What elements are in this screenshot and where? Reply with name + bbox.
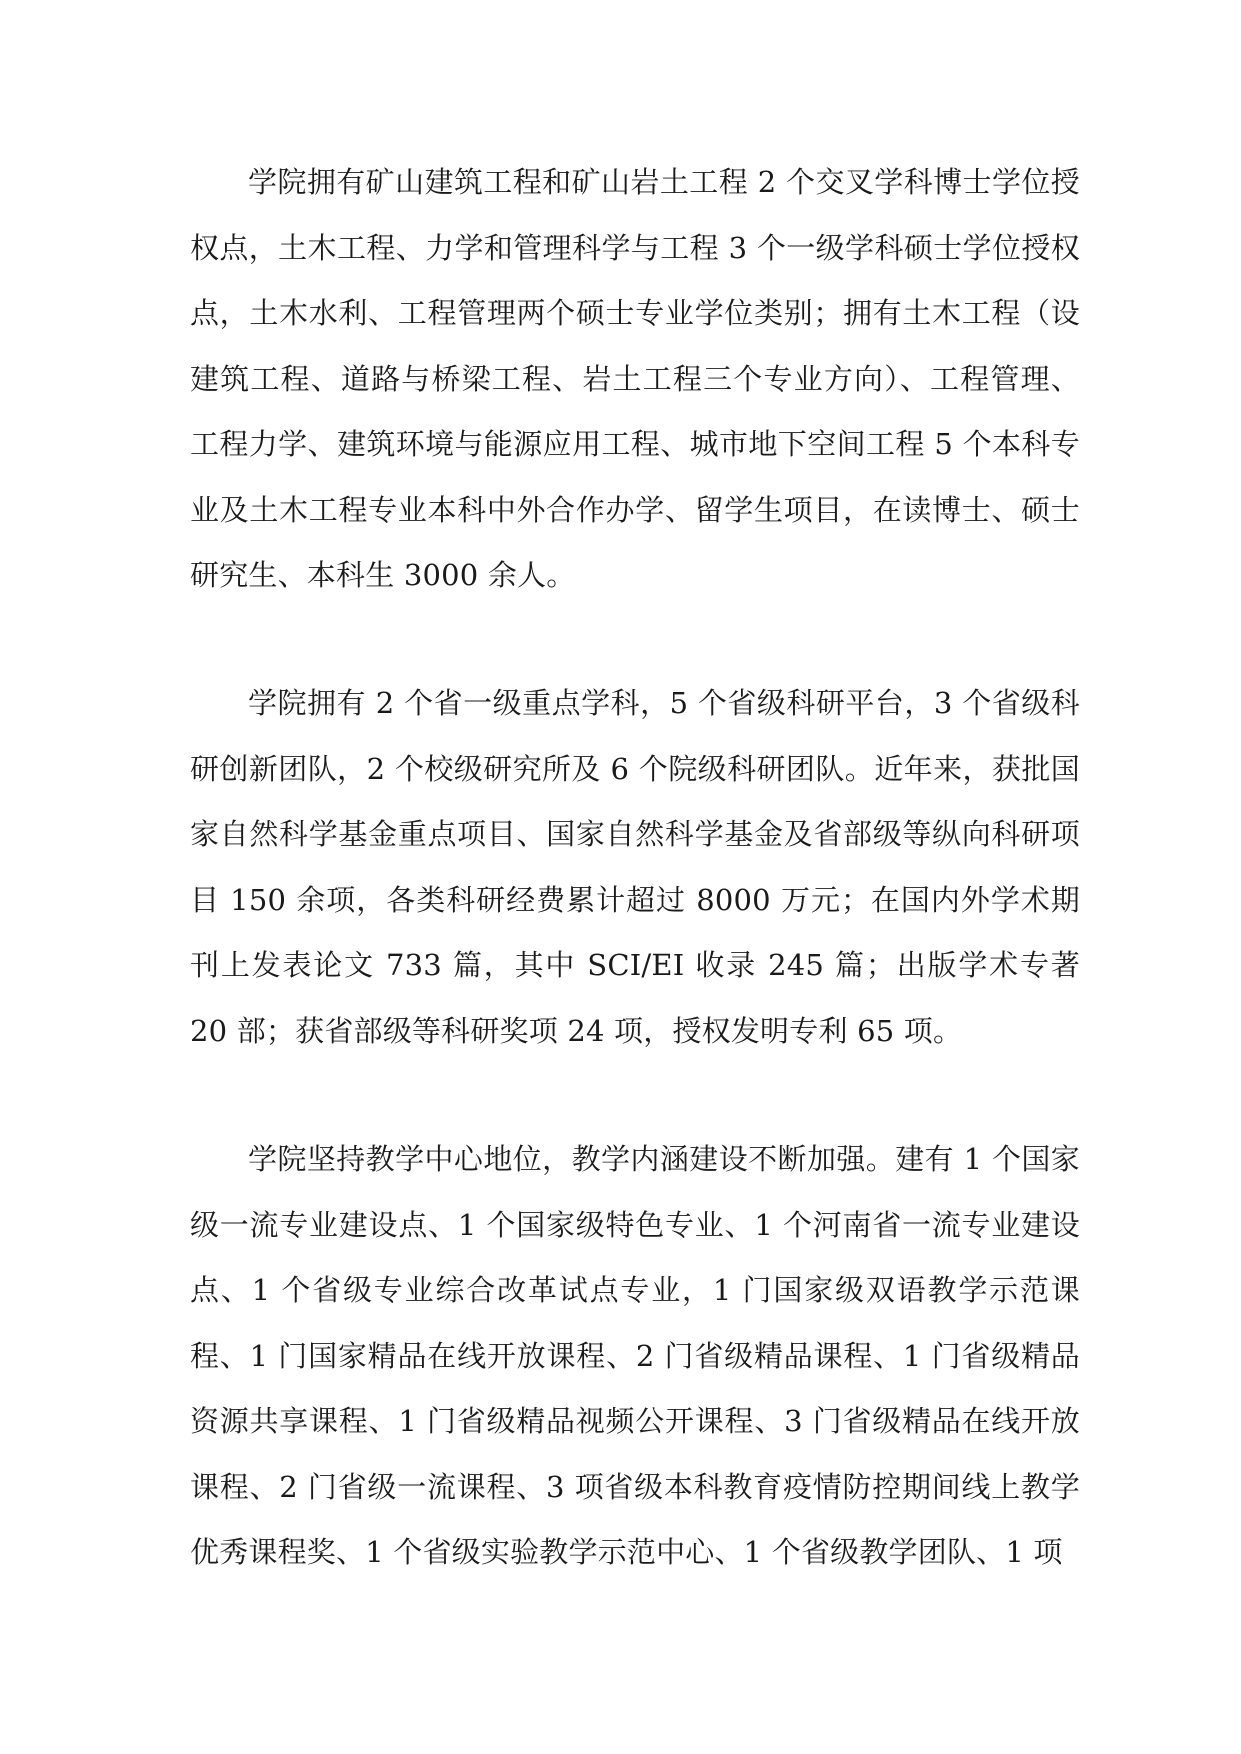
paragraph-research: 学院拥有 2 个省一级重点学科，5 个省级科研平台，3 个省级科研创新团队，2 个校级研究所及 6 个院级科研团队。近年来，获批国家自然科学基金重点项目、国家自然科学基金及省部级等纵向科研项目 150 余项，各类科研经费累计超过 8000 万元；在国内外学术期刊上发表论文 733 篇，其中 SCI/EI 收录 245 篇；出版学术专著 20 部；获省部级等科研奖项 24 项，授权发明专利 65 项。 (190, 686, 1080, 1048)
paragraph-teaching: 学院坚持教学中心地位，教学内涵建设不断加强。建有 1 个国家级一流专业建设点、1 个国家级特色专业、1 个河南省一流专业建设点、1 个省级专业综合改革试点专业，1 门国家级双语教学示范课程、1 门国家精品在线开放课程、2 门省级精品课程、1 门省级精品资源共享课程、1 门省级精品视频公开课程、3 门省级精品在线开放课程、2 门省级一流课程、3 项省级本科教育疫情防控期间线上教学优秀课程奖、1 个省级实验教学示范中心、1 个省级教学团队、1 项 (190, 1142, 1080, 1569)
paragraph-degree-programs: 学院拥有矿山建筑工程和矿山岩土工程 2 个交叉学科博士学位授权点，土木工程、力学和管理科学与工程 3 个一级学科硕士学位授权点，土木水利、工程管理两个硕士专业学位类别；拥有土木工程（设建筑工程、道路与桥梁工程、岩土工程三个专业方向）、工程管理、工程力学、建筑环境与能源应用工程、城市地下空间工程 5 个本科专业及土木工程专业本科中外合作办学、留学生项目，在读博士、硕士研究生、本科生 3000 余人。 (190, 165, 1080, 592)
